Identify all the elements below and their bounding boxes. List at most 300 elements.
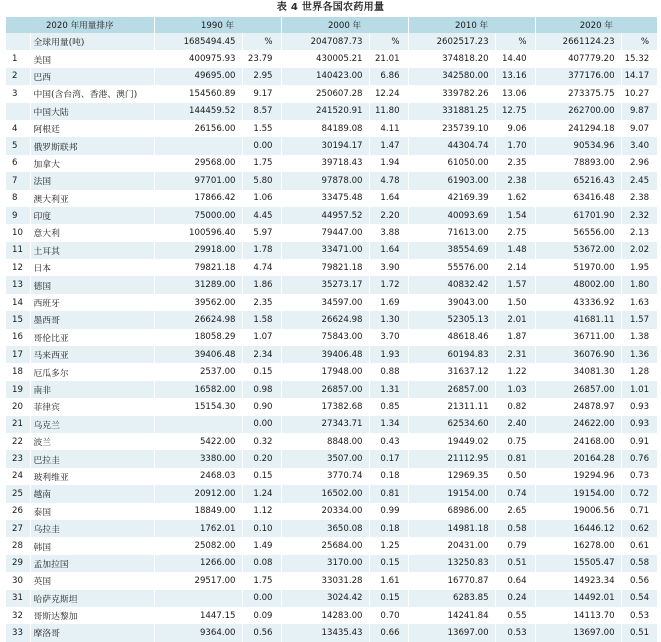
header-year-1990: 1990 年 [154,17,281,33]
share-2010-cell: 2.31 [495,346,535,363]
usage-1990-cell: 3380.00 [154,450,242,467]
share-2020-cell: 9.07 [621,120,657,137]
share-2010-cell: 0.82 [495,398,535,415]
share-2020-cell: 0.71 [621,503,657,520]
usage-1990-cell: 29918.00 [154,242,242,259]
share-2020-cell: 9.87 [621,103,657,120]
share-2010-cell: 1.03 [495,381,535,398]
rank-cell: 23 [6,450,30,467]
usage-1990-cell: 26156.00 [154,120,242,137]
table-row [6,607,657,624]
rank-cell: 25 [6,485,30,502]
usage-2010-cell: 20431.00 [408,537,495,554]
usage-2000-cell: 79821.18 [281,259,369,276]
country-name-cell: 摩洛哥 [30,624,154,641]
usage-1990-cell: 5422.00 [154,433,242,450]
share-2000-cell: 0.81 [369,485,408,502]
rank-cell: 27 [6,520,30,537]
usage-1990-cell: 18058.29 [154,329,242,346]
table-row [6,190,657,207]
usage-2020-cell: 13697.00 [535,624,621,641]
usage-2010-cell: 19449.02 [408,433,495,450]
share-2020-cell: 0.73 [621,468,657,485]
header-year-2020: 2020 年 [535,17,657,33]
usage-2000-cell: 241520.91 [281,103,369,120]
share-2000-cell: 1.69 [369,294,408,311]
usage-1990-cell: 29517.00 [154,572,242,589]
share-1990-cell: 5.97 [242,224,281,241]
usage-1990-cell: 9364.00 [154,624,242,641]
table-row [6,363,657,380]
usage-2020-cell: 14113.70 [535,607,621,624]
table-caption: 表 4 世界各国农药用量 [276,2,385,13]
country-name-cell: 日本 [30,259,154,276]
share-2010-cell: 2.35 [495,155,535,172]
table-row [6,224,657,241]
share-1990-cell: 4.74 [242,259,281,276]
share-1990-cell: 0.56 [242,624,281,641]
usage-2000-cell: 3170.00 [281,555,369,572]
usage-2000-cell: 250607.28 [281,85,369,102]
table-row [6,68,657,85]
usage-2010-cell: 71613.00 [408,224,495,241]
table-row [6,485,657,502]
country-name-cell: 玻利维亚 [30,468,154,485]
usage-2010-cell: 374818.20 [408,50,495,67]
share-2020-cell: 0.61 [621,537,657,554]
usage-2000-cell: 25684.00 [281,537,369,554]
usage-2020-cell: 14492.01 [535,590,621,607]
usage-2010-cell: 14981.18 [408,520,495,537]
share-2000-cell: 1.34 [369,416,408,433]
share-2000-cell: 3.88 [369,224,408,241]
share-2020-cell: 1.63 [621,294,657,311]
table-row [6,172,657,189]
table-row [6,450,657,467]
usage-2010-cell: 55576.00 [408,259,495,276]
usage-1990-cell [154,590,242,607]
country-name-cell: 韩国 [30,537,154,554]
usage-1990-cell [154,416,242,433]
usage-2000-cell: 34597.00 [281,294,369,311]
usage-2020-cell: 24168.00 [535,433,621,450]
share-2010-cell: 0.24 [495,590,535,607]
country-name-cell: 哥伦比亚 [30,329,154,346]
usage-2020-cell: 19154.00 [535,485,621,502]
share-1990-cell: 2.35 [242,294,281,311]
rank-cell [6,103,30,120]
share-2010-cell: 1.22 [495,363,535,380]
share-1990-cell: 1.49 [242,537,281,554]
share-2020-cell: 0.91 [621,433,657,450]
country-name-cell: 南非 [30,381,154,398]
usage-2000-cell: 97878.00 [281,172,369,189]
rank-cell: 1 [6,50,30,67]
rank-cell: 31 [6,590,30,607]
usage-2020-cell: 56556.00 [535,224,621,241]
share-2020-cell: 1.80 [621,276,657,293]
share-1990-cell: 0.20 [242,450,281,467]
share-2000-cell: 1.25 [369,537,408,554]
country-name-cell: 哈萨克斯坦 [30,590,154,607]
country-name-cell: 墨西哥 [30,311,154,328]
share-2000-cell: 11.80 [369,103,408,120]
usage-2000-cell: 2047087.73 [281,33,369,50]
share-1990-cell: 1.24 [242,485,281,502]
usage-2020-cell: 43336.92 [535,294,621,311]
table-row [6,311,657,328]
share-2000-cell: 0.88 [369,363,408,380]
share-2000-cell: 0.85 [369,398,408,415]
share-2020-cell: 10.27 [621,85,657,102]
usage-2020-cell: 78893.00 [535,155,621,172]
usage-2000-cell: 17382.68 [281,398,369,415]
share-1990-cell: 5.80 [242,172,281,189]
usage-2020-cell: 407779.20 [535,50,621,67]
usage-2000-cell: 84189.08 [281,120,369,137]
usage-2000-cell: 39718.43 [281,155,369,172]
country-name-cell: 巴西 [30,68,154,85]
usage-2010-cell: 39043.00 [408,294,495,311]
table-row [6,572,657,589]
share-2000-cell: 1.72 [369,276,408,293]
rank-cell: 26 [6,503,30,520]
share-2020-cell: 3.40 [621,137,657,154]
country-name-cell: 厄瓜多尔 [30,363,154,380]
usage-2000-cell: 75843.00 [281,329,369,346]
usage-1990-cell: 16582.00 [154,381,242,398]
usage-2020-cell: 34081.30 [535,363,621,380]
usage-2000-cell: 8848.00 [281,433,369,450]
usage-1990-cell: 400975.93 [154,50,242,67]
usage-2010-cell: 52305.13 [408,311,495,328]
usage-2020-cell: 65216.43 [535,172,621,189]
usage-2010-cell: 14241.84 [408,607,495,624]
share-2000-cell: 3.90 [369,259,408,276]
usage-2000-cell: 33475.48 [281,190,369,207]
share-1990-cell: 1.86 [242,276,281,293]
share-2010-cell: 14.40 [495,50,535,67]
usage-2000-cell: 26857.00 [281,381,369,398]
usage-2000-cell: 140423.00 [281,68,369,85]
share-2000-cell: 2.20 [369,207,408,224]
usage-1990-cell [154,137,242,154]
usage-2000-cell: 3507.00 [281,450,369,467]
usage-2010-cell: 42169.39 [408,190,495,207]
share-2010-cell: 0.53 [495,624,535,641]
rank-cell: 13 [6,276,30,293]
share-2020-cell: 0.53 [621,607,657,624]
usage-2020-cell: 262700.00 [535,103,621,120]
share-2010-cell: 1.48 [495,242,535,259]
usage-2000-cell: 33471.00 [281,242,369,259]
country-name-cell: 越南 [30,485,154,502]
share-2010-cell: 13.06 [495,85,535,102]
table-row [6,242,657,259]
table-row [6,555,657,572]
rank-cell: 33 [6,624,30,641]
country-name-cell: 哥斯达黎加 [30,607,154,624]
share-2020-cell: 1.36 [621,346,657,363]
table-row [6,137,657,154]
usage-2020-cell: 90534.96 [535,137,621,154]
share-2020-cell: 2.32 [621,207,657,224]
share-1990-cell: 0.15 [242,363,281,380]
table-body [6,33,657,642]
table-row [6,346,657,363]
usage-2000-cell: 430005.21 [281,50,369,67]
share-2000-cell: 1.61 [369,572,408,589]
share-1990-cell: 0.15 [242,468,281,485]
share-2010-cell: 1.50 [495,294,535,311]
rank-cell: 22 [6,433,30,450]
share-1990-cell: 0.32 [242,433,281,450]
share-2020-cell: 2.96 [621,155,657,172]
share-1990-cell: 23.79 [242,50,281,67]
usage-2010-cell: 12969.35 [408,468,495,485]
usage-2000-cell: 3024.42 [281,590,369,607]
usage-1990-cell: 49695.00 [154,68,242,85]
table-row [6,120,657,137]
share-2000-cell: 21.01 [369,50,408,67]
usage-2010-cell: 2602517.23 [408,33,495,50]
table-row [6,207,657,224]
usage-2000-cell: 3770.74 [281,468,369,485]
table-row [6,398,657,415]
usage-2020-cell: 16446.12 [535,520,621,537]
share-2020-cell: 2.38 [621,190,657,207]
usage-2010-cell: 68986.00 [408,503,495,520]
table-row [6,155,657,172]
country-name-cell: 孟加拉国 [30,555,154,572]
usage-2010-cell: 62534.60 [408,416,495,433]
table-row [6,103,657,120]
table-row [6,276,657,293]
share-2000-cell: 0.15 [369,590,408,607]
usage-2010-cell: 40093.69 [408,207,495,224]
table-row [6,85,657,102]
share-2000-cell: 4.78 [369,172,408,189]
usage-1990-cell: 26624.98 [154,311,242,328]
share-2000-cell: 6.86 [369,68,408,85]
rank-cell: 17 [6,346,30,363]
share-1990-cell: 1.78 [242,242,281,259]
table-row [6,537,657,554]
table-row [6,50,657,67]
usage-2010-cell: 44304.74 [408,137,495,154]
share-2000-cell: 4.11 [369,120,408,137]
usage-2020-cell: 24878.97 [535,398,621,415]
share-2020-cell: 15.32 [621,50,657,67]
header-rank-label: 2020 年用量排序 [6,17,154,33]
share-2000-cell: 0.70 [369,607,408,624]
share-2010-cell: 1.62 [495,190,535,207]
share-1990-cell: 0.10 [242,520,281,537]
usage-2000-cell: 14283.00 [281,607,369,624]
share-2020-cell: 0.58 [621,555,657,572]
share-1990-cell: 0.00 [242,590,281,607]
usage-1990-cell: 17866.42 [154,190,242,207]
share-2010-cell: 0.74 [495,485,535,502]
country-name-cell: 澳大利亚 [30,190,154,207]
usage-2020-cell: 19294.96 [535,468,621,485]
usage-2010-cell: 21112.95 [408,450,495,467]
share-1990-cell: 0.90 [242,398,281,415]
share-2010-cell: 0.55 [495,607,535,624]
usage-2020-cell: 16278.00 [535,537,621,554]
share-2020-cell: 1.28 [621,363,657,380]
usage-2000-cell: 27343.71 [281,416,369,433]
rank-cell: 2 [6,68,30,85]
table-row [6,294,657,311]
share-2000-cell: 1.93 [369,346,408,363]
share-2010-cell: 1.54 [495,207,535,224]
share-2000-cell: 1.47 [369,137,408,154]
usage-2020-cell: 377176.00 [535,68,621,85]
usage-2020-cell: 41681.11 [535,311,621,328]
share-2020-cell: 1.95 [621,259,657,276]
usage-2000-cell: 79447.00 [281,224,369,241]
header-year-2000: 2000 年 [281,17,408,33]
share-2020-cell: 0.76 [621,450,657,467]
country-name-cell: 阿根廷 [30,120,154,137]
usage-2020-cell: 36711.00 [535,329,621,346]
usage-1990-cell: 75000.00 [154,207,242,224]
rank-cell: 30 [6,572,30,589]
rank-cell: 16 [6,329,30,346]
share-1990-cell: 0.00 [242,416,281,433]
share-1990-cell: 1.58 [242,311,281,328]
usage-2020-cell: 20164.28 [535,450,621,467]
usage-2010-cell: 40832.42 [408,276,495,293]
usage-2010-cell: 13697.00 [408,624,495,641]
usage-2010-cell: 16770.87 [408,572,495,589]
rank-cell: 18 [6,363,30,380]
share-2010-cell: 2.01 [495,311,535,328]
rank-cell: 11 [6,242,30,259]
country-name-cell: 泰国 [30,503,154,520]
share-2020-cell: 1.57 [621,311,657,328]
usage-2020-cell: 53672.00 [535,242,621,259]
rank-cell: 28 [6,537,30,554]
usage-1990-cell: 97701.00 [154,172,242,189]
usage-2020-cell: 63416.48 [535,190,621,207]
share-2020-cell: 0.93 [621,416,657,433]
usage-1990-cell: 1447.15 [154,607,242,624]
share-1990-cell: 1.55 [242,120,281,137]
usage-2010-cell: 331881.25 [408,103,495,120]
usage-2000-cell: 16502.00 [281,485,369,502]
share-1990-cell: 1.07 [242,329,281,346]
share-2010-cell: 2.38 [495,172,535,189]
usage-2010-cell: 48618.46 [408,329,495,346]
share-2020-cell: 0.93 [621,398,657,415]
usage-2010-cell: 31637.12 [408,363,495,380]
rank-cell: 12 [6,259,30,276]
usage-2000-cell: 17948.00 [281,363,369,380]
country-name-cell: 美国 [30,50,154,67]
share-2020-cell: 0.54 [621,590,657,607]
usage-2010-cell: 38554.69 [408,242,495,259]
rank-cell: 9 [6,207,30,224]
country-name-cell: 印度 [30,207,154,224]
share-1990-cell: 2.34 [242,346,281,363]
rank-cell: 29 [6,555,30,572]
share-2000-cell: 0.99 [369,503,408,520]
share-1990-cell: 8.57 [242,103,281,120]
share-1990-cell: % [242,33,281,50]
share-2000-cell: 12.24 [369,85,408,102]
share-1990-cell: 1.12 [242,503,281,520]
usage-1990-cell: 1762.01 [154,520,242,537]
usage-2010-cell: 342580.00 [408,68,495,85]
country-name-cell: 加拿大 [30,155,154,172]
usage-2000-cell: 20334.00 [281,503,369,520]
usage-1990-cell: 31289.00 [154,276,242,293]
share-2010-cell: 13.16 [495,68,535,85]
share-2000-cell: 0.66 [369,624,408,641]
usage-2020-cell: 26857.00 [535,381,621,398]
country-name-cell: 中国大陆 [30,103,154,120]
table-row [6,416,657,433]
rank-cell: 8 [6,190,30,207]
usage-2010-cell: 21311.11 [408,398,495,415]
share-1990-cell: 0.09 [242,607,281,624]
share-1990-cell: 0.08 [242,555,281,572]
share-2010-cell: 2.40 [495,416,535,433]
share-2000-cell: 0.43 [369,433,408,450]
share-2010-cell: 1.70 [495,137,535,154]
share-2000-cell: 1.31 [369,381,408,398]
usage-1990-cell: 144459.52 [154,103,242,120]
share-2020-cell: 2.13 [621,224,657,241]
share-2020-cell: 2.02 [621,242,657,259]
share-2000-cell: 0.17 [369,450,408,467]
share-1990-cell: 1.75 [242,155,281,172]
usage-2010-cell: 6283.85 [408,590,495,607]
share-2010-cell: % [495,33,535,50]
rank-cell: 3 [6,85,30,102]
table-row [6,259,657,276]
table-row [6,503,657,520]
usage-2000-cell: 3650.08 [281,520,369,537]
table-header [6,17,657,33]
share-2010-cell: 1.57 [495,276,535,293]
usage-2000-cell: 26624.98 [281,311,369,328]
usage-2010-cell: 61050.00 [408,155,495,172]
country-name-cell: 马来西亚 [30,346,154,363]
country-name-cell: 俄罗斯联邦 [30,137,154,154]
country-name-cell: 西班牙 [30,294,154,311]
usage-1990-cell: 18849.00 [154,503,242,520]
rank-cell: 7 [6,172,30,189]
country-name-cell: 巴拉圭 [30,450,154,467]
usage-1990-cell: 25082.00 [154,537,242,554]
share-2010-cell: 0.79 [495,537,535,554]
usage-1990-cell: 100596.40 [154,224,242,241]
share-2000-cell: % [369,33,408,50]
share-2000-cell: 0.18 [369,520,408,537]
share-2010-cell: 9.06 [495,120,535,137]
country-name-cell: 中国(含台湾、香港、澳门) [30,85,154,102]
country-name-cell: 乌拉圭 [30,520,154,537]
usage-1990-cell: 15154.30 [154,398,242,415]
usage-1990-cell: 2537.00 [154,363,242,380]
share-2020-cell: 0.51 [621,624,657,641]
usage-2020-cell: 273375.75 [535,85,621,102]
rank-cell: 19 [6,381,30,398]
rank-cell: 15 [6,311,30,328]
